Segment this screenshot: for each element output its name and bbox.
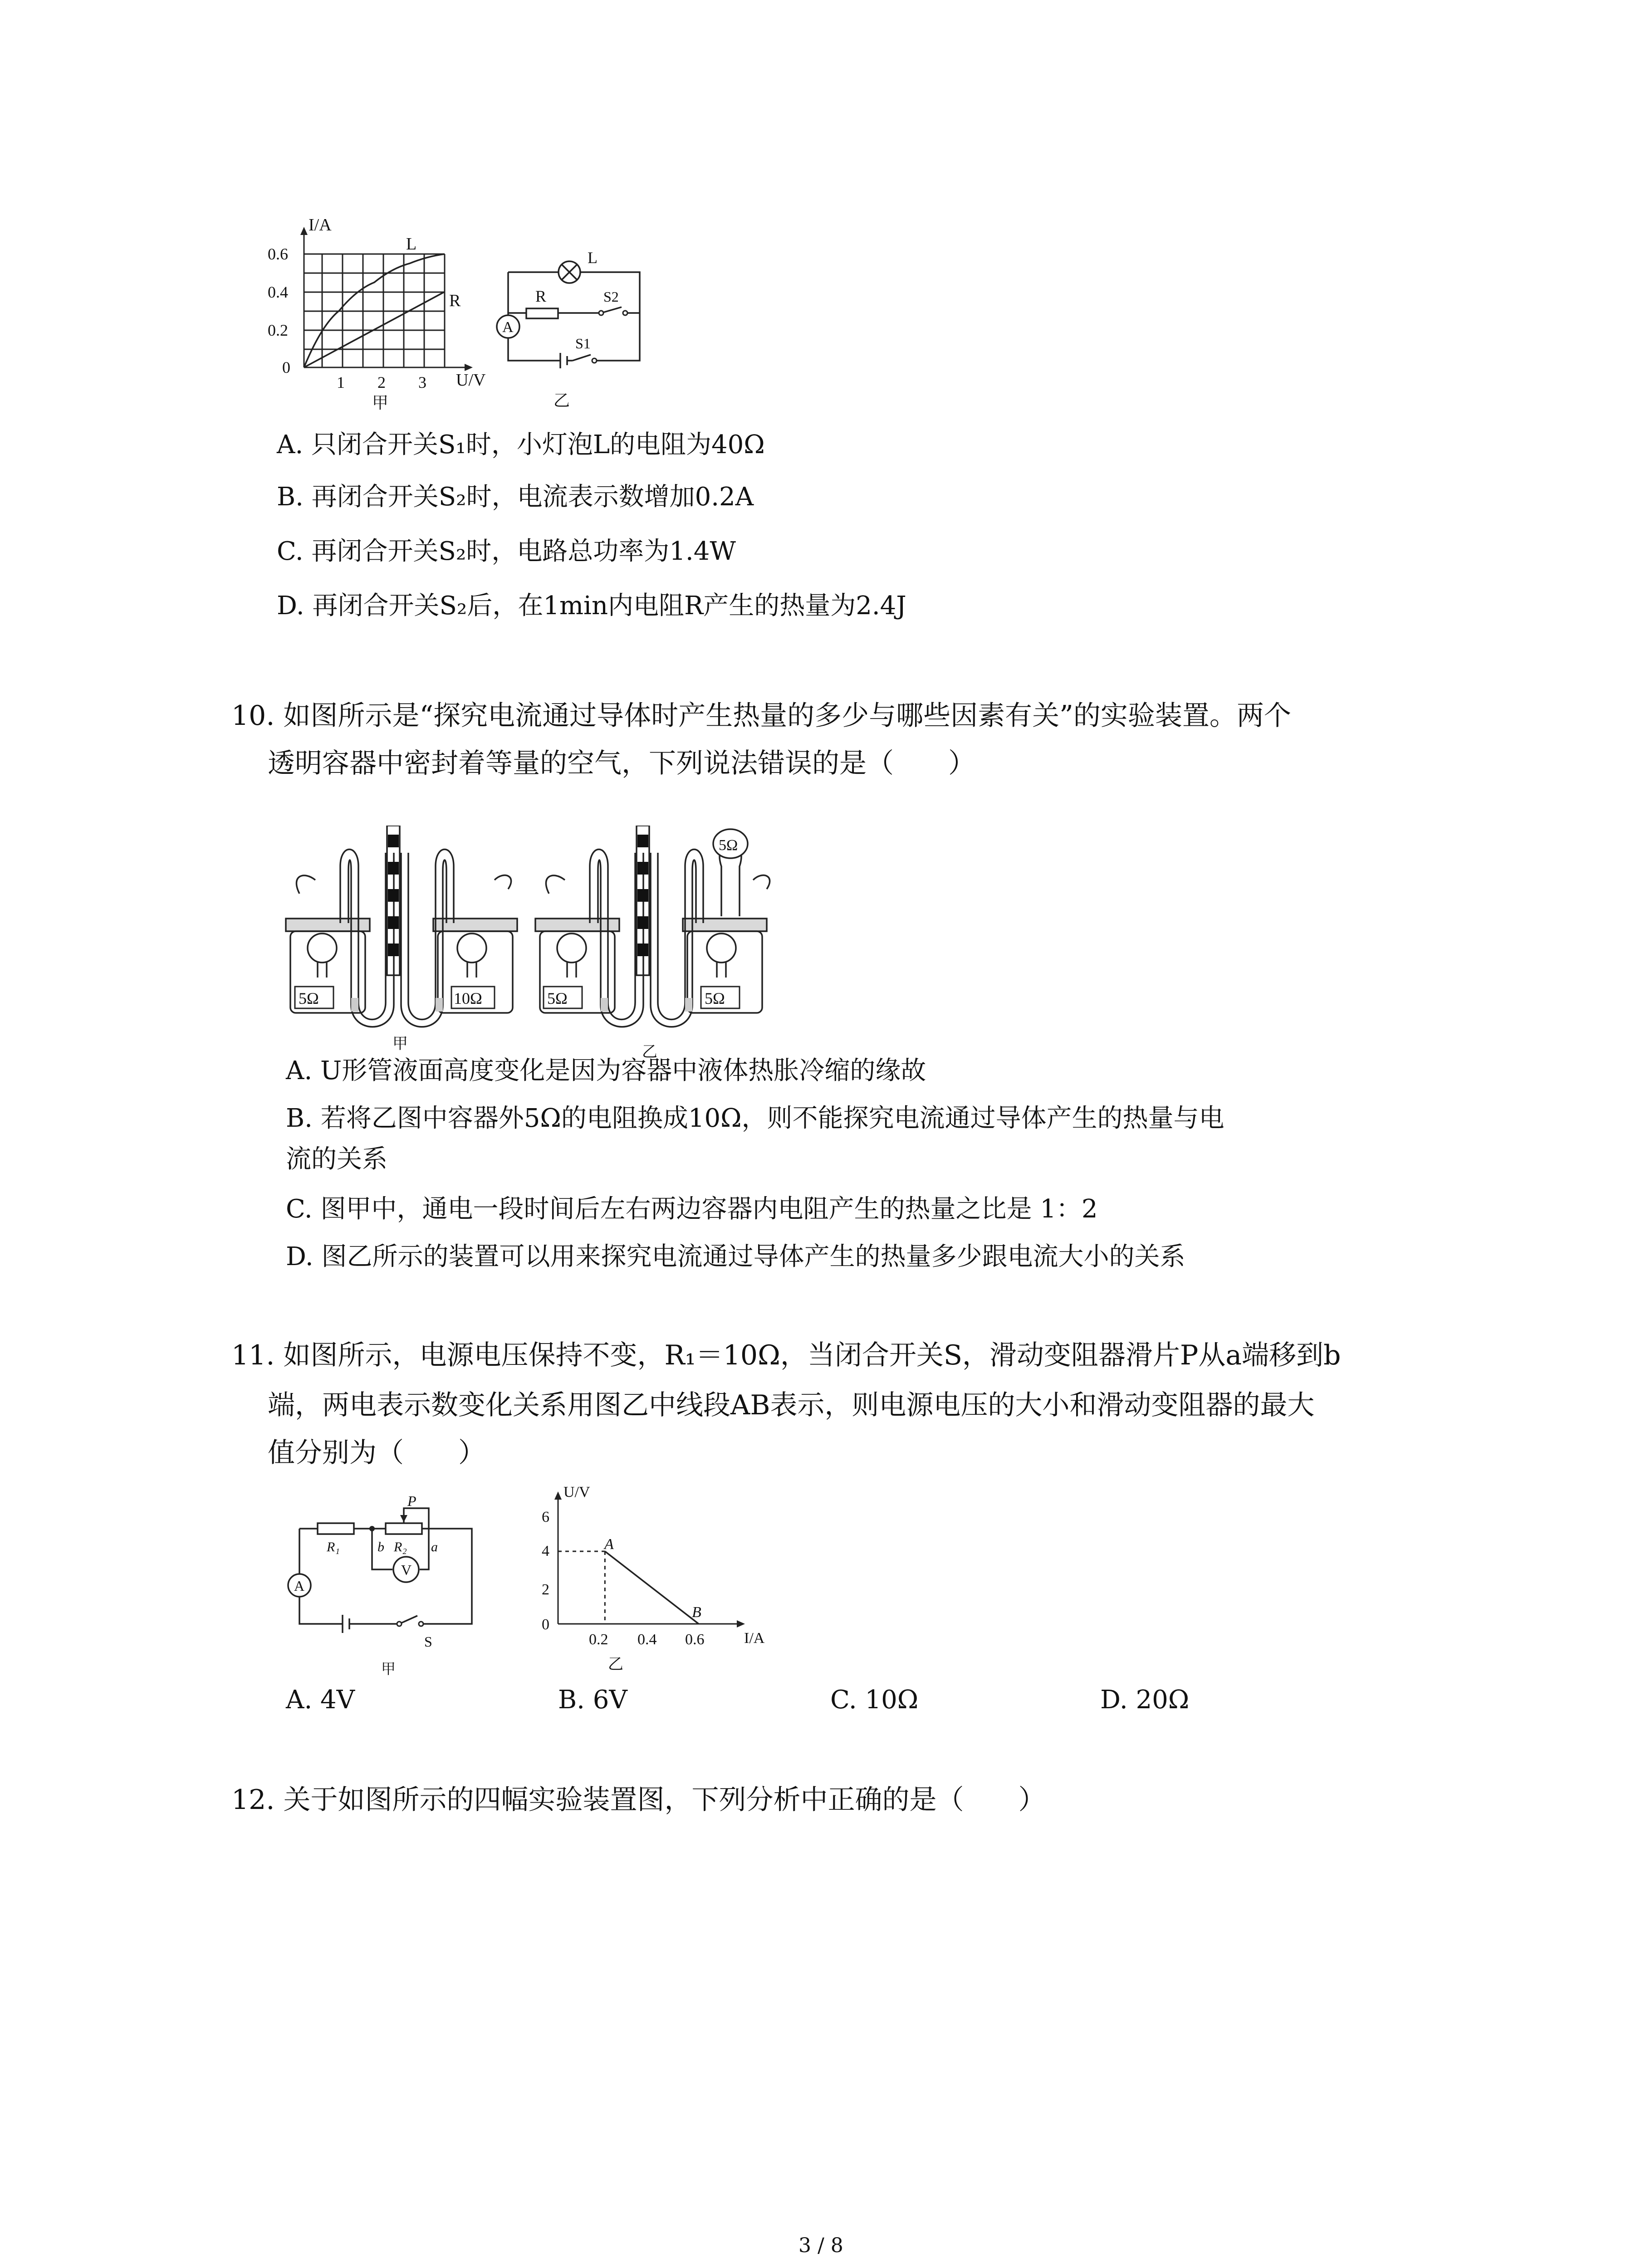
q9-y-arrow — [300, 227, 308, 235]
figure-caption: 乙 — [554, 391, 570, 410]
q12-stem: 12. 关于如图所示的四幅实验装置图，下列分析中正确的是（ ） — [231, 1784, 1046, 1816]
q10-option-b-cont: 流的关系 — [286, 1144, 387, 1174]
jia-left-resistor: 5Ω — [299, 989, 319, 1007]
x-axis-label: I/A — [744, 1630, 765, 1647]
q11-option-d: D. 20Ω — [1100, 1685, 1190, 1715]
jia-right-resistor: 10Ω — [454, 989, 482, 1007]
y-axis-label: I/A — [309, 215, 332, 235]
q10-option-b: B. 若将乙图中容器外5Ω的电阻换成10Ω，则不能探究电流通过导体产生的热量与电 — [286, 1104, 1225, 1133]
r1-label: R₁ — [327, 1540, 340, 1554]
switch-label: S — [424, 1633, 432, 1650]
y-tick: 0.6 — [268, 245, 288, 263]
q11-graph-yi — [522, 1479, 785, 1687]
x-tick: 0.2 — [589, 1631, 608, 1648]
q11-stem-line2: 端，两电表示数变化关系用图乙中线段AB表示，则电源电压的大小和滑动变阻器的最大 — [268, 1389, 1315, 1421]
figure-caption: 甲 — [372, 394, 389, 412]
q9-option-d: D. 再闭合开关S₂后，在1min内电阻R产生的热量为2.4J — [277, 591, 906, 621]
switch2-label: S2 — [603, 288, 619, 305]
q10-option-d: D. 图乙所示的装置可以用来探究电流通过导体产生的热量多少跟电流大小的关系 — [286, 1242, 1185, 1271]
end-b-label: b — [377, 1540, 384, 1554]
q11-option-b: B. 6V — [558, 1685, 627, 1715]
point-a-label: A — [604, 1536, 614, 1553]
resistor-label: R — [535, 287, 547, 305]
q9-option-b: B. 再闭合开关S₂时，电流表示数增加0.2A — [277, 482, 754, 512]
y-tick: 4 — [542, 1543, 549, 1559]
y-tick: 0 — [282, 358, 290, 376]
q9-option-c: C. 再闭合开关S₂时，电路总功率为1.4W — [277, 537, 736, 566]
q11-option-a: A. 4V — [286, 1685, 355, 1715]
ammeter-label: A — [294, 1578, 305, 1594]
end-a-label: a — [431, 1540, 438, 1554]
x-tick: 0.4 — [637, 1631, 657, 1648]
y-tick: 6 — [542, 1509, 549, 1525]
q10-apparatus-yi — [531, 826, 785, 1061]
q9-graph-grid — [304, 231, 467, 367]
q10-stem-line1: 10. 如图所示是“探究电流通过导体时产生热量的多少与哪些因素有关”的实验装置。两个 — [231, 700, 1291, 732]
x-tick: 1 — [337, 373, 345, 391]
q9-option-a: A. 只闭合开关S₁时，小灯泡L的电阻为40Ω — [277, 430, 765, 459]
page-number: 3 / 8 — [798, 2234, 843, 2257]
y-tick: 0.2 — [268, 321, 288, 339]
yi-right-resistor: 5Ω — [705, 989, 725, 1007]
slider-p-label: P — [407, 1493, 416, 1509]
figure-caption: 甲 — [381, 1661, 396, 1677]
segment-AB — [605, 1551, 699, 1624]
q10-apparatus-jia — [272, 826, 526, 1052]
voltmeter-label: V — [401, 1562, 412, 1578]
yi-outside-resistor: 5Ω — [719, 837, 738, 854]
q11-circuit-jia — [272, 1488, 481, 1687]
q10-option-a: A. U形管液面高度变化是因为容器中液体热胀冷缩的缘故 — [286, 1056, 926, 1085]
q11-stem-line3: 值分别为（ ） — [268, 1437, 485, 1469]
y-tick: 2 — [542, 1581, 549, 1598]
y-tick: 0.4 — [268, 283, 288, 301]
q11-stem-line1: 11. 如图所示，电源电压保持不变，R₁＝10Ω，当闭合开关S，滑动变阻器滑片P从a端移到b — [231, 1339, 1341, 1371]
q9-circuit-yi — [490, 236, 653, 417]
q9-x-arrow — [465, 364, 473, 371]
q10-stem-line2: 透明容器中密封着等量的空气，下列说法错误的是（ ） — [268, 748, 975, 779]
x-tick: 0.6 — [685, 1631, 705, 1648]
ammeter-label: A — [502, 319, 514, 336]
figure-caption: 乙 — [642, 1044, 657, 1061]
figure-caption: 乙 — [608, 1656, 623, 1673]
point-b-label: B — [692, 1604, 701, 1621]
x-tick: 3 — [418, 373, 426, 391]
y-tick: 0 — [542, 1616, 549, 1633]
curve-R-label: R — [449, 291, 461, 310]
y-axis-label: U/V — [563, 1484, 590, 1501]
x-tick: 2 — [377, 373, 386, 391]
q11-option-c: C. 10Ω — [830, 1685, 919, 1715]
q9-graph-jia — [254, 213, 508, 413]
switch1-label: S1 — [575, 335, 591, 352]
curve-L-label: L — [406, 235, 417, 254]
r2-label: R₂ — [394, 1540, 407, 1554]
yi-left-resistor: 5Ω — [547, 989, 568, 1007]
q10-option-c: C. 图甲中，通电一段时间后左右两边容器内电阻产生的热量之比是 1：2 — [286, 1194, 1098, 1224]
figure-caption: 甲 — [392, 1036, 408, 1052]
x-axis-label: U/V — [456, 371, 486, 390]
lamp-label: L — [588, 249, 598, 267]
